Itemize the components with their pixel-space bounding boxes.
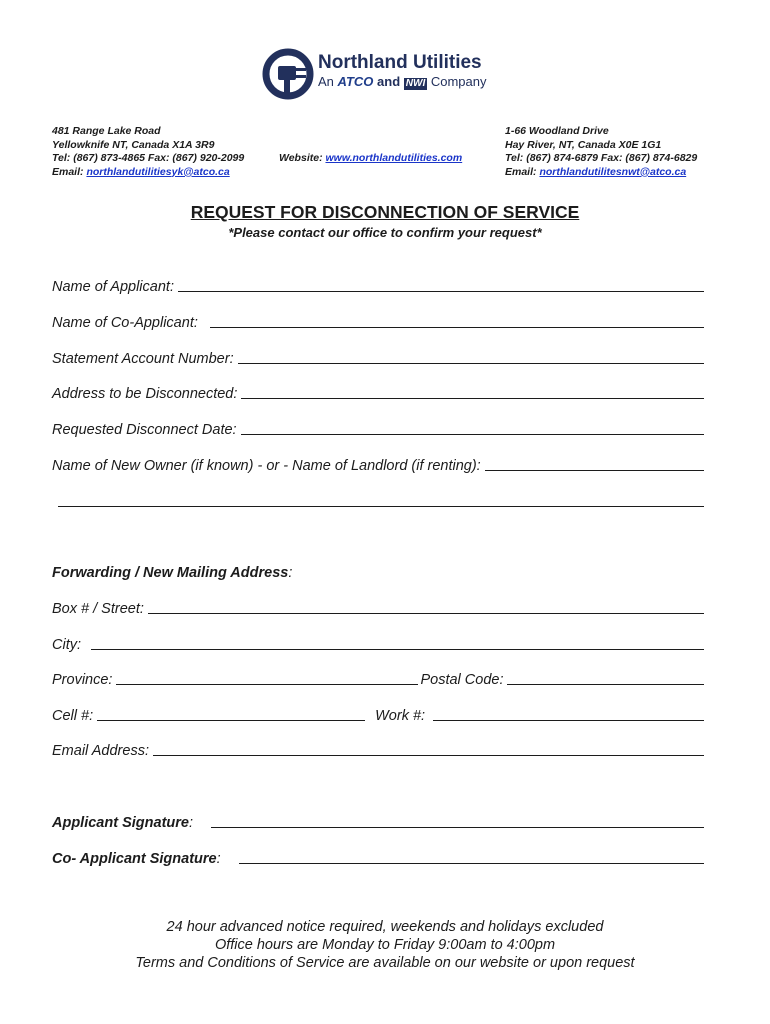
account-number-row — [52, 345, 704, 367]
co-applicant-signature-label: Co- Applicant Signature — [52, 851, 217, 867]
left-email-link[interactable]: northlandutilitiesyk@atco.ca — [86, 165, 230, 178]
account-number-field[interactable] — [238, 363, 704, 364]
city-field[interactable] — [91, 649, 704, 650]
new-owner-continuation-row — [58, 488, 704, 510]
city-row — [52, 631, 704, 653]
plug-logo-icon — [262, 46, 314, 102]
province-postal-row — [52, 666, 704, 688]
applicant-signature-colon: : — [188, 815, 193, 831]
cell-label: Cell #: — [52, 708, 94, 724]
left-address-line1: 481 Range Lake Road — [52, 125, 161, 137]
logo-tag-company: Company — [430, 74, 487, 89]
account-number-label: Statement Account Number: — [52, 351, 234, 367]
applicant-name-row — [52, 273, 704, 295]
postal-code-label: Postal Code: — [420, 672, 504, 688]
logo-atco: ATCO — [337, 74, 374, 89]
disconnect-address-row — [52, 380, 704, 402]
yellowknife-office-address — [52, 125, 244, 179]
box-street-row — [52, 595, 704, 617]
forwarding-heading: Forwarding / New Mailing Address — [52, 565, 289, 581]
email-field[interactable] — [153, 755, 704, 756]
co-applicant-signature-row — [52, 845, 704, 867]
right-email-label: Email: — [505, 165, 540, 178]
applicant-name-label: Name of Applicant: — [52, 279, 174, 295]
co-applicant-signature-field[interactable] — [239, 863, 704, 864]
cell-field[interactable] — [97, 720, 365, 721]
forwarding-heading-row — [52, 559, 704, 581]
website-label: Website: — [279, 152, 326, 164]
footer-notice-line: 24 hour advanced notice required, weekends and holidays excluded — [166, 919, 604, 935]
co-applicant-name-field[interactable] — [210, 327, 704, 328]
logo-nwi: NWI — [405, 78, 426, 89]
applicant-signature-row — [52, 809, 704, 831]
box-street-label: Box # / Street: — [52, 601, 144, 617]
left-email-row — [52, 166, 244, 180]
co-applicant-name-row — [52, 309, 704, 331]
co-applicant-signature-colon: : — [216, 851, 221, 867]
disconnect-date-row — [52, 416, 704, 438]
forwarding-heading-colon: : — [288, 565, 293, 581]
applicant-signature-label: Applicant Signature — [52, 815, 189, 831]
website-row — [279, 152, 462, 164]
disconnect-address-label: Address to be Disconnected: — [52, 386, 238, 402]
logo-tag-and: and — [377, 74, 401, 89]
disconnect-address-field[interactable] — [241, 398, 704, 399]
footer-notes — [0, 918, 770, 972]
form-subtitle: *Please contact our office to confirm your request* — [228, 225, 542, 240]
disconnect-date-label: Requested Disconnect Date: — [52, 422, 237, 438]
form-title: REQUEST FOR DISCONNECTION OF SERVICE — [190, 202, 580, 222]
logo-company-name: Northland Utilities — [318, 52, 482, 73]
email-row — [52, 737, 704, 759]
right-email-link[interactable]: northlandutilitesnwt@atco.ca — [539, 165, 687, 178]
footer-hours-line: Office hours are Monday to Friday 9:00am to 4:00pm — [214, 937, 556, 953]
work-field[interactable] — [433, 720, 704, 721]
co-applicant-name-label: Name of Co-Applicant: — [52, 315, 198, 331]
province-field[interactable] — [116, 684, 418, 685]
city-label: City: — [52, 637, 81, 653]
right-address-line1: 1-66 Woodland Drive — [505, 125, 609, 137]
company-logo — [262, 46, 522, 102]
new-owner-label: Name of New Owner (if known) - or - Name of Landlord (if renting): — [52, 458, 481, 474]
postal-code-field[interactable] — [507, 684, 704, 685]
box-street-field[interactable] — [148, 613, 704, 614]
right-email-row — [505, 166, 697, 180]
new-owner-field[interactable] — [485, 470, 704, 471]
logo-tag-an: An — [318, 74, 334, 89]
applicant-signature-field[interactable] — [211, 827, 704, 828]
work-label: Work #: — [375, 708, 426, 724]
left-phone-fax: Tel: (867) 873-4865 Fax: (867) 920-2099 — [52, 152, 245, 164]
right-address-line2: Hay River, NT, Canada X0E 1G1 — [505, 138, 662, 151]
email-label: Email Address: — [52, 743, 149, 759]
left-address-line2: Yellowknife NT, Canada X1A 3R9 — [52, 138, 215, 151]
province-label: Province: — [52, 672, 113, 688]
logo-tagline — [318, 74, 487, 90]
footer-terms-line: Terms and Conditions of Service are available on our website or upon request — [135, 955, 635, 971]
new-owner-continuation-field[interactable] — [58, 506, 704, 507]
new-owner-row — [52, 452, 704, 474]
left-email-label: Email: — [52, 165, 87, 178]
applicant-name-field[interactable] — [178, 291, 704, 292]
right-phone-fax: Tel: (867) 874-6879 Fax: (867) 874-6829 — [505, 152, 698, 164]
disconnect-date-field[interactable] — [241, 434, 704, 435]
phone-row — [52, 702, 704, 724]
website-link[interactable]: www.northlandutilities.com — [325, 152, 463, 164]
hay-river-office-address — [505, 125, 697, 179]
